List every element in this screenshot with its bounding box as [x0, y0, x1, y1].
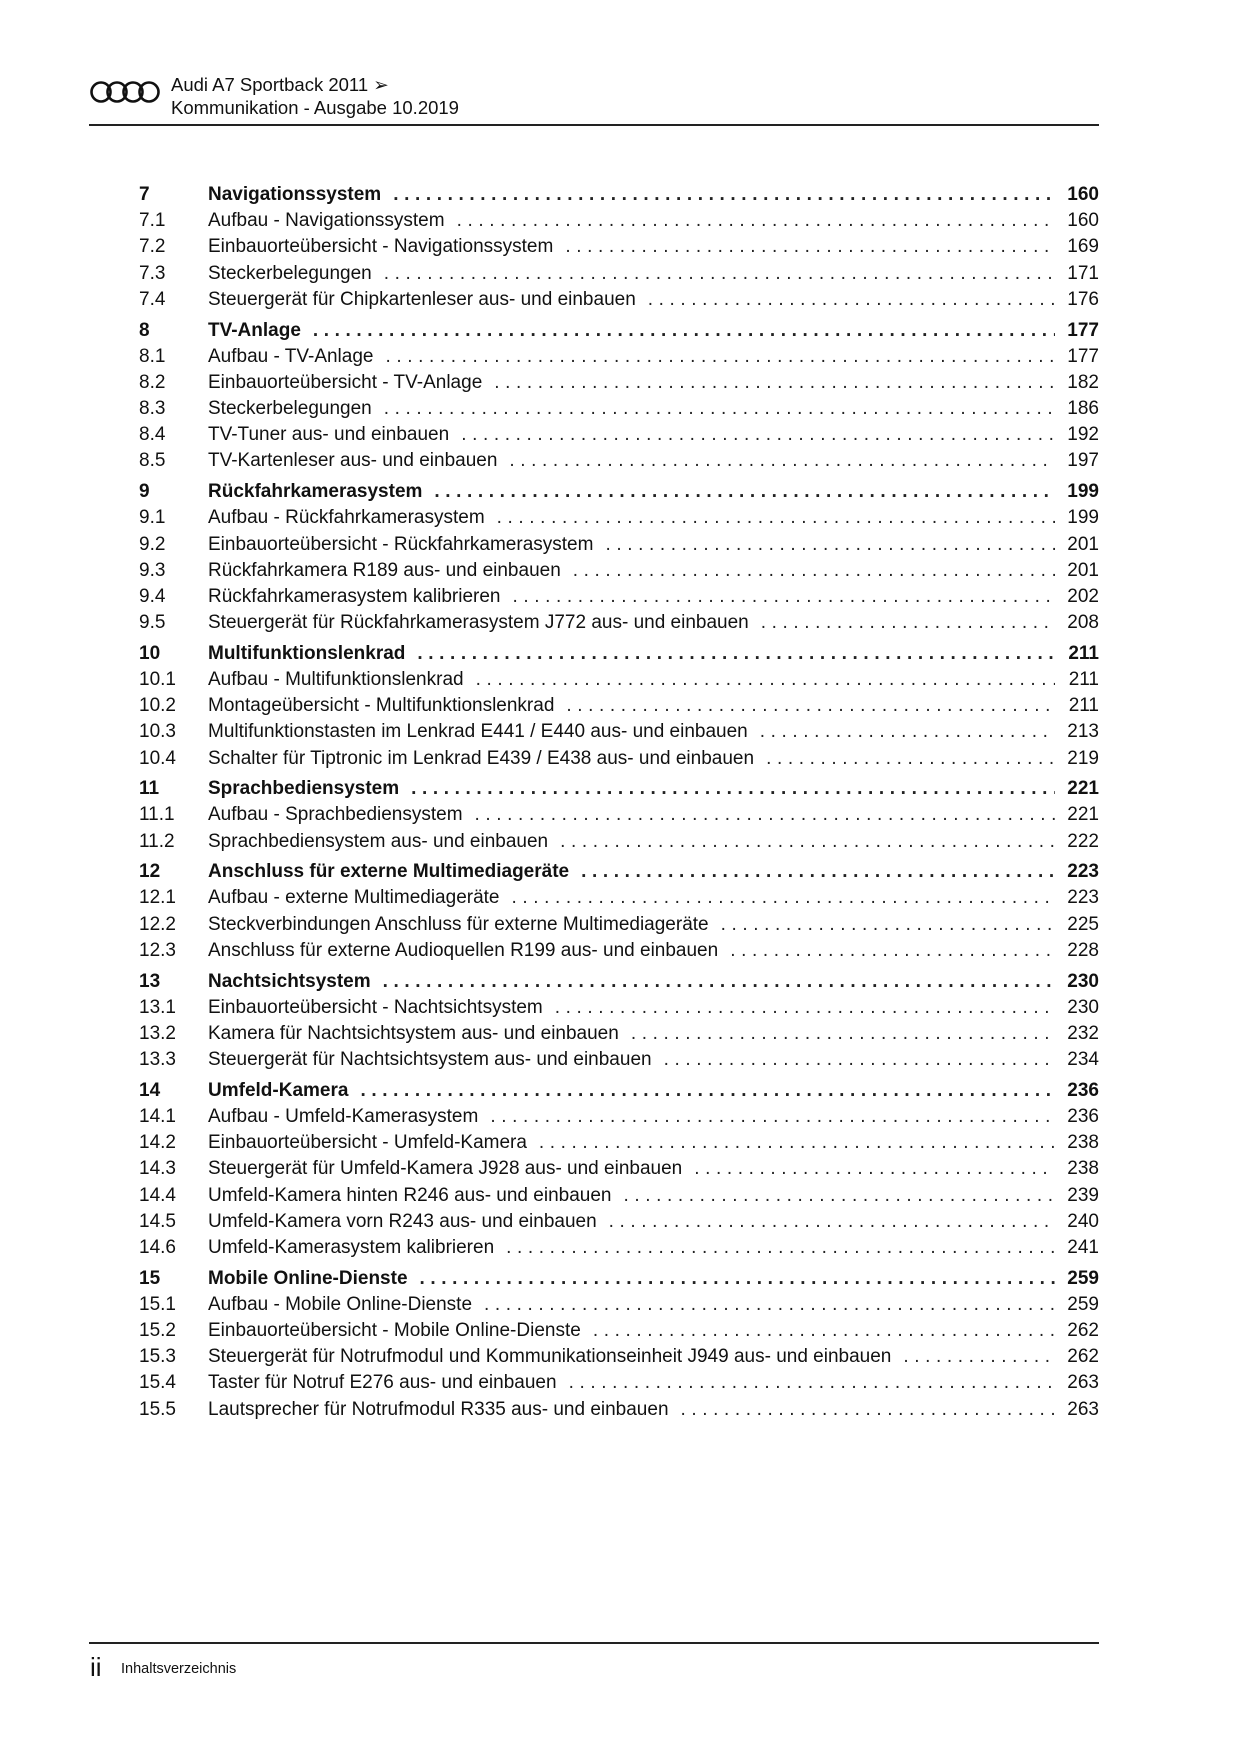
- toc-entry-number: 10.2: [139, 695, 176, 717]
- toc-leader-dots: [539, 1132, 1055, 1154]
- toc-leader-dots: [383, 971, 1055, 993]
- toc-entry-title: Umfeld-Kamera hinten R246 aus- und einbauen: [208, 1184, 612, 1206]
- toc-entry-page: 230: [1067, 970, 1099, 992]
- toc-entry-title: Steckerbelegungen: [208, 398, 372, 420]
- toc-leader-dots: [761, 612, 1055, 634]
- toc-entry-number: 14.5: [139, 1210, 176, 1232]
- toc-leader-dots: [648, 289, 1055, 311]
- toc-leader-dots: [506, 1237, 1055, 1259]
- toc-entry-number: 11.1: [139, 804, 175, 826]
- toc-leader-dots: [476, 669, 1055, 691]
- toc-chapter-entry[interactable]: [139, 182, 1099, 208]
- toc-entry-page: 239: [1067, 1184, 1099, 1206]
- toc-entry-page: 230: [1067, 996, 1099, 1018]
- toc-entry-page: 199: [1067, 507, 1099, 529]
- toc-entry-page: 201: [1067, 533, 1099, 555]
- toc-entry-title: Schalter für Tiptronic im Lenkrad E439 / E438 aus- und einbauen: [208, 747, 755, 769]
- toc-entry-number: 14.6: [139, 1236, 176, 1258]
- toc-entry[interactable]: [139, 1182, 1099, 1208]
- toc-entry-number: 14.3: [139, 1158, 176, 1180]
- toc-entry-page: 228: [1067, 939, 1099, 961]
- toc-entry-page: 208: [1067, 612, 1099, 634]
- toc-chapter-entry[interactable]: [139, 968, 1099, 994]
- toc-entry-page: 263: [1067, 1372, 1099, 1394]
- toc-entry-title: Multifunktionslenkrad: [208, 642, 406, 664]
- toc-entry-title: TV-Tuner aus- und einbauen: [208, 424, 450, 446]
- toc-leader-dots: [497, 507, 1055, 529]
- toc-entry[interactable]: [139, 531, 1099, 557]
- toc-entry[interactable]: [139, 1209, 1099, 1235]
- toc-entry-title: Sprachbediensystem: [208, 778, 400, 800]
- toc-entry-page: 223: [1067, 887, 1099, 909]
- toc-entry[interactable]: [139, 885, 1099, 911]
- toc-entry-title: Umfeld-Kamerasystem kalibrieren: [208, 1236, 495, 1258]
- toc-entry-number: 7.3: [139, 262, 166, 284]
- document-title: Audi A7 Sportback 2011 ➢: [171, 74, 389, 95]
- toc-entry-title: Umfeld-Kamera vorn R243 aus- und einbauen: [208, 1210, 597, 1232]
- toc-entry-title: Rückfahrkamera R189 aus- und einbauen: [208, 559, 561, 581]
- toc-entry[interactable]: [139, 505, 1099, 531]
- toc-entry-title: Aufbau - TV-Anlage: [208, 345, 374, 367]
- toc-entry-title: Anschluss für externe Audioquellen R199 aus- und einbauen: [208, 939, 719, 961]
- toc-entry[interactable]: [139, 1396, 1099, 1422]
- table-of-contents: [139, 182, 1099, 1423]
- toc-leader-dots: [360, 1080, 1055, 1102]
- toc-entry-number: 12.3: [139, 939, 176, 961]
- toc-leader-dots: [581, 861, 1055, 883]
- toc-entry-page: 222: [1067, 830, 1099, 852]
- toc-entry-title: Einbauorteübersicht - TV-Anlage: [208, 371, 483, 393]
- toc-entry-number: 7.4: [139, 288, 166, 310]
- toc-leader-dots: [623, 1185, 1055, 1207]
- toc-entry-title: Einbauorteübersicht - Navigationssystem: [208, 236, 554, 258]
- toc-entry-page: 211: [1068, 642, 1099, 664]
- toc-entry-title: Aufbau - externe Multimediageräte: [208, 887, 500, 909]
- toc-entry-title: Aufbau - Navigationssystem: [208, 210, 445, 232]
- toc-entry-title: Navigationssystem: [208, 184, 382, 206]
- toc-entry-number: 9: [139, 481, 150, 503]
- toc-entry-page: 238: [1067, 1132, 1099, 1154]
- toc-entry[interactable]: [139, 938, 1099, 964]
- toc-leader-dots: [434, 481, 1055, 503]
- toc-entry-page: 259: [1067, 1267, 1099, 1289]
- toc-entry-title: Einbauorteübersicht - Mobile Online-Dienste: [208, 1319, 581, 1341]
- toc-entry-page: 177: [1067, 319, 1099, 341]
- toc-entry-page: 241: [1067, 1236, 1099, 1258]
- toc-entry-title: Steuergerät für Notrufmodul und Kommunikationseinheit J949 aus- und einbauen: [208, 1346, 892, 1368]
- toc-entry-number: 12.2: [139, 913, 176, 935]
- toc-entry[interactable]: [139, 1156, 1099, 1182]
- toc-leader-dots: [694, 1158, 1055, 1180]
- toc-entry-number: 13.3: [139, 1049, 176, 1071]
- toc-entry-page: 221: [1067, 804, 1099, 826]
- toc-entry-number: 8.3: [139, 398, 166, 420]
- toc-leader-dots: [513, 586, 1056, 608]
- toc-entry[interactable]: [139, 1318, 1099, 1344]
- toc-entry-number: 12.1: [139, 887, 176, 909]
- toc-entry-number: 14: [139, 1079, 161, 1101]
- toc-entry-page: 221: [1067, 778, 1099, 800]
- toc-entry-number: 8.1: [139, 345, 166, 367]
- toc-leader-dots: [903, 1346, 1055, 1368]
- toc-entry-title: Einbauorteübersicht - Nachtsichtsystem: [208, 996, 543, 1018]
- toc-entry-number: 15.2: [139, 1319, 176, 1341]
- toc-entry-page: 238: [1067, 1158, 1099, 1180]
- toc-entry-page: 219: [1067, 747, 1099, 769]
- toc-entry-number: 8.2: [139, 371, 166, 393]
- toc-entry-page: 182: [1067, 371, 1099, 393]
- toc-entry-title: Rückfahrkamerasystem kalibrieren: [208, 585, 501, 607]
- toc-entry-page: 236: [1067, 1079, 1099, 1101]
- toc-entry-number: 10.3: [139, 721, 176, 743]
- toc-leader-dots: [393, 184, 1055, 206]
- toc-entry[interactable]: [139, 287, 1099, 313]
- toc-entry-number: 13: [139, 970, 161, 992]
- toc-entry-page: 192: [1067, 424, 1099, 446]
- toc-entry-page: 169: [1067, 236, 1099, 258]
- toc-entry-number: 9.1: [139, 507, 166, 529]
- toc-entry-number: 15: [139, 1267, 161, 1289]
- toc-entry[interactable]: [139, 261, 1099, 287]
- toc-entry-title: Anschluss für externe Multimediageräte: [208, 861, 570, 883]
- toc-entry-page: 234: [1067, 1049, 1099, 1071]
- toc-entry[interactable]: [139, 1292, 1099, 1318]
- toc-entry-title: Aufbau - Sprachbediensystem: [208, 804, 463, 826]
- toc-entry-number: 7.1: [139, 210, 166, 232]
- toc-entry-title: Multifunktionstasten im Lenkrad E441 / E440 aus- und einbauen: [208, 721, 748, 743]
- toc-leader-dots: [385, 346, 1055, 368]
- toc-entry-page: 223: [1067, 861, 1099, 883]
- toc-entry-number: 12: [139, 861, 161, 883]
- toc-leader-dots: [484, 1294, 1055, 1316]
- toc-entry-page: 259: [1067, 1293, 1099, 1315]
- page-footer: [89, 1642, 1099, 1684]
- toc-leader-dots: [411, 778, 1055, 800]
- toc-entry-number: 15.5: [139, 1398, 176, 1420]
- toc-entry-page: 177: [1067, 345, 1099, 367]
- toc-leader-dots: [420, 1268, 1055, 1290]
- audi-rings-logo-icon: [89, 79, 163, 105]
- toc-leader-dots: [313, 320, 1055, 342]
- toc-entry-title: Mobile Online-Dienste: [208, 1267, 408, 1289]
- toc-entry-number: 9.3: [139, 559, 166, 581]
- toc-chapter-entry[interactable]: [139, 1078, 1099, 1104]
- toc-entry[interactable]: [139, 396, 1099, 422]
- toc-entry[interactable]: [139, 1370, 1099, 1396]
- toc-entry-page: 201: [1067, 559, 1099, 581]
- page-number: ii: [90, 1652, 102, 1682]
- page-header: [89, 70, 1099, 126]
- toc-leader-dots: [475, 804, 1055, 826]
- toc-leader-dots: [631, 1023, 1055, 1045]
- toc-leader-dots: [566, 695, 1055, 717]
- toc-leader-dots: [760, 721, 1055, 743]
- toc-leader-dots: [512, 887, 1056, 909]
- toc-entry[interactable]: [139, 234, 1099, 260]
- toc-entry-title: Steuergerät für Chipkartenleser aus- und einbauen: [208, 288, 636, 310]
- toc-entry-title: Steuergerät für Umfeld-Kamera J928 aus- und einbauen: [208, 1158, 683, 1180]
- toc-entry-number: 7.2: [139, 236, 166, 258]
- toc-entry-number: 11.2: [139, 830, 175, 852]
- toc-leader-dots: [384, 398, 1055, 420]
- toc-entry-page: 263: [1067, 1398, 1099, 1420]
- toc-entry-number: 11: [139, 778, 160, 800]
- toc-entry[interactable]: [139, 558, 1099, 584]
- toc-entry[interactable]: [139, 422, 1099, 448]
- toc-entry-page: 262: [1067, 1319, 1099, 1341]
- toc-entry-page: 160: [1067, 210, 1099, 232]
- toc-entry-number: 10: [139, 642, 161, 664]
- toc-entry-number: 8: [139, 319, 150, 341]
- toc-entry-number: 10.1: [139, 668, 176, 690]
- toc-entry-number: 14.1: [139, 1105, 176, 1127]
- footer-label: Inhaltsverzeichnis: [121, 1661, 237, 1677]
- toc-entry-page: 240: [1067, 1210, 1099, 1232]
- document-subtitle: Kommunikation - Ausgabe 10.2019: [171, 97, 459, 118]
- toc-entry[interactable]: [139, 693, 1099, 719]
- toc-entry-title: Taster für Notruf E276 aus- und einbauen: [208, 1372, 557, 1394]
- toc-entry-title: Aufbau - Multifunktionslenkrad: [208, 668, 464, 690]
- toc-chapter-entry[interactable]: [139, 776, 1099, 802]
- toc-entry-number: 13.2: [139, 1022, 176, 1044]
- toc-entry-page: 176: [1067, 288, 1099, 310]
- toc-leader-dots: [555, 997, 1055, 1019]
- toc-entry-number: 14.4: [139, 1184, 176, 1206]
- toc-entry-page: 232: [1067, 1022, 1099, 1044]
- toc-entry[interactable]: [139, 1104, 1099, 1130]
- toc-entry-title: Sprachbediensystem aus- und einbauen: [208, 830, 549, 852]
- toc-entry-title: Einbauorteübersicht - Umfeld-Kamera: [208, 1132, 527, 1154]
- toc-entry-title: Umfeld-Kamera: [208, 1079, 349, 1101]
- toc-entry[interactable]: [139, 1047, 1099, 1073]
- toc-entry[interactable]: [139, 448, 1099, 474]
- toc-chapter-entry[interactable]: [139, 317, 1099, 343]
- toc-entry-page: 199: [1067, 481, 1099, 503]
- toc-entry[interactable]: [139, 584, 1099, 610]
- toc-entry-title: Steckverbindungen Anschluss für externe Multimediageräte: [208, 913, 709, 935]
- toc-entry-number: 10.4: [139, 747, 176, 769]
- toc-entry[interactable]: [139, 745, 1099, 771]
- toc-entry[interactable]: [139, 344, 1099, 370]
- toc-leader-dots: [494, 372, 1055, 394]
- toc-entry-page: 225: [1067, 913, 1099, 935]
- toc-entry-number: 13.1: [139, 996, 176, 1018]
- toc-leader-dots: [417, 643, 1055, 665]
- toc-entry-title: Rückfahrkamerasystem: [208, 481, 423, 503]
- toc-leader-dots: [384, 263, 1055, 285]
- toc-entry[interactable]: [139, 912, 1099, 938]
- toc-entry-title: Nachtsichtsystem: [208, 970, 371, 992]
- toc-entry-page: 197: [1067, 450, 1099, 472]
- toc-leader-dots: [461, 424, 1055, 446]
- toc-entry-title: TV-Anlage: [208, 319, 301, 341]
- toc-entry-title: Montageübersicht - Multifunktionslenkrad: [208, 695, 555, 717]
- toc-entry-page: 211: [1068, 695, 1099, 717]
- toc-chapter-entry[interactable]: [139, 479, 1099, 505]
- toc-entry-page: 186: [1067, 398, 1099, 420]
- toc-chapter-entry[interactable]: [139, 859, 1099, 885]
- toc-entry-title: Lautsprecher für Notrufmodul R335 aus- und einbauen: [208, 1398, 669, 1420]
- toc-entry[interactable]: [139, 802, 1099, 828]
- toc-entry-title: Steuergerät für Nachtsichtsystem aus- und einbauen: [208, 1049, 652, 1071]
- toc-entry[interactable]: [139, 719, 1099, 745]
- toc-chapter-entry[interactable]: [139, 1266, 1099, 1292]
- toc-entry[interactable]: [139, 1344, 1099, 1370]
- toc-entry[interactable]: [139, 829, 1099, 855]
- toc-entry-number: 9.5: [139, 612, 166, 634]
- toc-chapter-entry[interactable]: [139, 641, 1099, 667]
- toc-leader-dots: [766, 748, 1055, 770]
- toc-leader-dots: [565, 236, 1055, 258]
- toc-entry-title: Einbauorteübersicht - Rückfahrkamerasystem: [208, 533, 594, 555]
- toc-leader-dots: [569, 1372, 1055, 1394]
- toc-entry[interactable]: [139, 995, 1099, 1021]
- toc-entry-number: 8.4: [139, 424, 166, 446]
- toc-leader-dots: [457, 210, 1055, 232]
- toc-entry-page: 213: [1067, 721, 1099, 743]
- toc-entry[interactable]: [139, 610, 1099, 636]
- toc-entry[interactable]: [139, 1130, 1099, 1156]
- toc-entry-page: 160: [1067, 184, 1099, 206]
- toc-leader-dots: [560, 831, 1055, 853]
- toc-entry-page: 236: [1067, 1105, 1099, 1127]
- toc-leader-dots: [573, 560, 1055, 582]
- toc-entry-title: Steckerbelegungen: [208, 262, 372, 284]
- toc-leader-dots: [609, 1211, 1055, 1233]
- toc-entry[interactable]: [139, 370, 1099, 396]
- toc-entry-title: Aufbau - Rückfahrkamerasystem: [208, 507, 485, 529]
- toc-leader-dots: [490, 1106, 1055, 1128]
- toc-leader-dots: [509, 450, 1055, 472]
- toc-entry-number: 15.3: [139, 1346, 176, 1368]
- toc-entry-page: 262: [1067, 1346, 1099, 1368]
- toc-entry-number: 14.2: [139, 1132, 176, 1154]
- toc-entry[interactable]: [139, 208, 1099, 234]
- toc-entry-page: 171: [1067, 262, 1099, 284]
- toc-leader-dots: [681, 1399, 1055, 1421]
- toc-entry-title: Aufbau - Mobile Online-Dienste: [208, 1293, 473, 1315]
- toc-leader-dots: [730, 940, 1055, 962]
- toc-entry-number: 7: [139, 184, 150, 206]
- toc-leader-dots: [605, 534, 1055, 556]
- toc-entry[interactable]: [139, 1021, 1099, 1047]
- toc-entry-title: Kamera für Nachtsichtsystem aus- und einbauen: [208, 1022, 619, 1044]
- toc-entry[interactable]: [139, 667, 1099, 693]
- toc-entry-number: 9.2: [139, 533, 166, 555]
- toc-leader-dots: [664, 1049, 1055, 1071]
- toc-entry-number: 15.1: [139, 1293, 176, 1315]
- toc-entry-page: 202: [1067, 585, 1099, 607]
- toc-leader-dots: [721, 914, 1055, 936]
- toc-entry-number: 15.4: [139, 1372, 176, 1394]
- toc-leader-dots: [593, 1320, 1055, 1342]
- toc-entry-page: 211: [1068, 668, 1099, 690]
- toc-entry-number: 8.5: [139, 450, 166, 472]
- toc-entry-number: 9.4: [139, 585, 166, 607]
- toc-entry-title: TV-Kartenleser aus- und einbauen: [208, 450, 498, 472]
- toc-entry-title: Steuergerät für Rückfahrkamerasystem J772 aus- und einbauen: [208, 612, 749, 634]
- toc-entry-title: Aufbau - Umfeld-Kamerasystem: [208, 1105, 479, 1127]
- toc-entry[interactable]: [139, 1235, 1099, 1261]
